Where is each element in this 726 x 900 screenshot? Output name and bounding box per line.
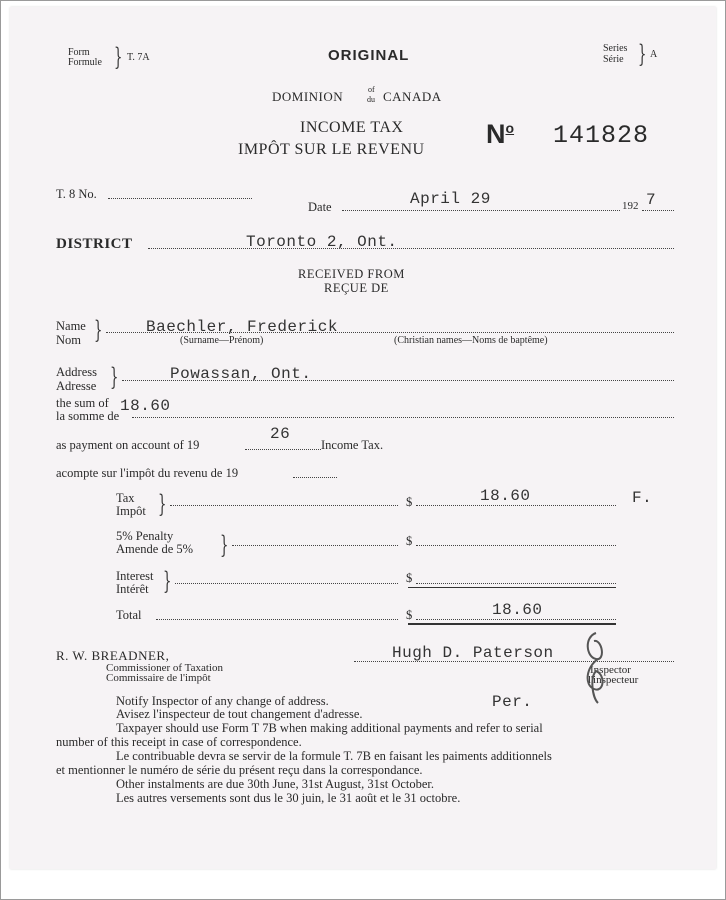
payment-year: 26 (270, 425, 291, 443)
brace-name: } (94, 316, 103, 344)
total-dollar: $ (406, 608, 413, 622)
year-field (642, 210, 674, 211)
address-value: Powassan, Ont. (170, 365, 312, 383)
instruction-line1: Notify Inspector of any change of address. (116, 694, 329, 708)
brace-series: } (638, 40, 647, 68)
date-label: Date (308, 200, 332, 214)
commissioner-title-en: Commissioner of Taxation (106, 662, 223, 674)
tax-label-fr: Impôt (116, 504, 146, 518)
commissioner-name: R. W. BREADNER, (56, 648, 170, 663)
sum-label-fr: la somme de (56, 409, 120, 423)
sum-label-en: the sum of (56, 396, 109, 410)
instruction-line3a: Taxpayer should use Form T 7B when making additional payments and refer to serial (116, 721, 543, 735)
form-label-en: Form (68, 47, 90, 58)
instruction-line5: Other instalments are due 30th June, 31st August, 31st October. (116, 777, 435, 791)
penalty-field (416, 545, 616, 546)
number-symbol: $N^o$ (486, 119, 515, 149)
sum-value: 18.60 (120, 397, 171, 415)
interest-dollar: $ (406, 571, 413, 585)
form-label-fr: Formule (68, 57, 102, 68)
of-label: of (368, 85, 375, 94)
total-field (416, 619, 616, 620)
brace-form: } (114, 43, 123, 71)
interest-rule (408, 587, 616, 588)
series-value: A (650, 49, 658, 60)
total-dots (156, 619, 398, 620)
interest-field (416, 583, 616, 584)
district-field (148, 248, 674, 249)
date-field (342, 210, 620, 211)
brace-penalty: } (220, 531, 229, 559)
penalty-dots (232, 545, 398, 546)
form-number: T. 7A (127, 52, 150, 63)
t8-label: T. 8 No. (56, 187, 97, 201)
address-label-en: Address (56, 365, 97, 379)
inspector-label-en: Inspector (590, 664, 631, 676)
tax-value: 18.60 (480, 487, 531, 505)
penalty-label-fr: Amende de 5% (116, 542, 194, 556)
payment-label: as payment on account of 19 (56, 438, 200, 452)
year-digit: 7 (646, 191, 657, 209)
received-en: RECEIVED FROM (298, 267, 405, 281)
inspector-value: Hugh D. Paterson (392, 644, 554, 662)
tax-dots (170, 505, 398, 506)
penalty-dollar: $ (406, 534, 413, 548)
canada-label: CANADA (383, 89, 442, 104)
date-value: April 29 (410, 190, 491, 208)
receipt-number: 141828 (553, 121, 650, 150)
name-field (106, 332, 674, 333)
inspector-signature-icon (576, 627, 614, 707)
interest-dots (175, 583, 398, 584)
tax-field (416, 505, 616, 506)
tax-dollar: $ (406, 495, 413, 509)
name-value: Baechler, Frederick (146, 318, 338, 336)
tax-suffix: F. (632, 489, 653, 507)
received-fr: REÇUE DE (324, 281, 389, 295)
title-fr: IMPÔT SUR LE REVENU (238, 141, 425, 158)
t8-field (108, 198, 252, 199)
per-label: Per. (492, 693, 533, 711)
total-label: Total (116, 608, 142, 622)
name-label-fr: Nom (56, 333, 81, 347)
instruction-line3b: number of this receipt in case of correspondence. (56, 735, 302, 749)
dominion-label: DOMINION (272, 89, 344, 104)
penalty-label-en: 5% Penalty (116, 529, 174, 543)
name-label-en: Name (56, 319, 86, 333)
acompte-label: acompte sur l'impôt du revenu de 19 (56, 466, 239, 480)
instruction-line4a: Le contribuable devra se servir de la formule T. 7B en faisant les paiments additionnels (116, 749, 552, 763)
tax-label-en: Tax (116, 491, 135, 505)
district-label: DISTRICT (56, 236, 133, 252)
district-value: Toronto 2, Ont. (246, 233, 398, 251)
sum-field (132, 417, 674, 418)
income-tax-label: Income Tax. (321, 438, 384, 452)
total-rule (408, 623, 616, 625)
address-field (122, 380, 674, 381)
instruction-line2: Avisez l'inspecteur de tout changement d'adresse. (116, 707, 363, 721)
title-en: INCOME TAX (300, 119, 404, 136)
commissioner-title-fr: Commissaire de l'impôt (106, 672, 211, 684)
inspector-label-fr: l'inspecteur (588, 674, 639, 686)
original-label: ORIGINAL (328, 47, 410, 64)
brace-tax: } (158, 490, 167, 518)
interest-label-fr: Intérêt (116, 582, 149, 596)
inspector-field (354, 661, 674, 662)
series-label-en: Series (603, 43, 628, 54)
christian-caption: (Christian names—Noms de baptême) (394, 335, 548, 346)
brace-interest: } (163, 567, 172, 595)
surname-caption: (Surname—Prénom) (180, 335, 264, 346)
year-prefix: 192 (622, 200, 639, 212)
instruction-line6: Les autres versements sont dus le 30 juin, le 31 août et le 31 octobre. (116, 791, 461, 805)
receipt-paper (10, 7, 716, 869)
instruction-line4b: et mentionner le numéro de série du présent reçu dans la correspondance. (56, 763, 423, 777)
total-value: 18.60 (492, 601, 543, 619)
payment-year-field (245, 449, 321, 450)
interest-label-en: Interest (116, 569, 154, 583)
address-label-fr: Adresse (56, 379, 97, 393)
series-label-fr: Série (603, 54, 624, 65)
du-label: du (367, 95, 375, 104)
brace-address: } (110, 363, 119, 391)
acompte-field (293, 477, 337, 478)
